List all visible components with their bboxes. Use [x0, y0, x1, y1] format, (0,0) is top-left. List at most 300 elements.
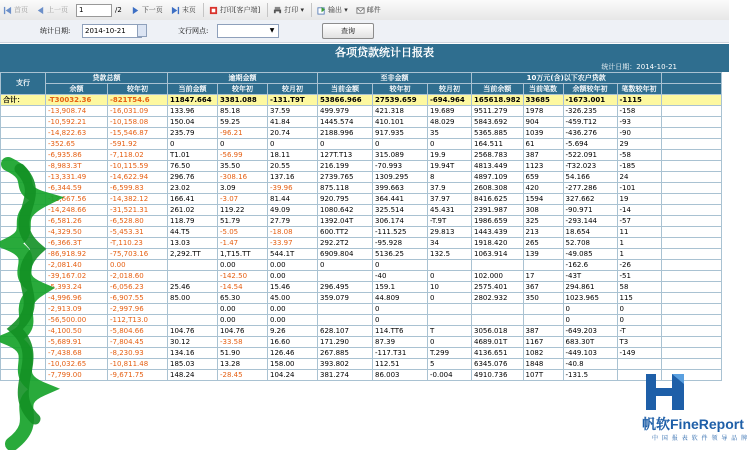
data-cell: 164.511: [472, 139, 524, 150]
data-cell: 306.174: [373, 216, 428, 227]
data-cell: 114.TT6: [373, 326, 428, 337]
data-cell: [661, 304, 721, 315]
data-cell: 1445.574: [318, 117, 373, 128]
data-cell: [661, 161, 721, 172]
data-cell: 0: [617, 315, 661, 326]
data-cell: -13,331.49: [46, 172, 108, 183]
data-cell: 29.813: [428, 227, 472, 238]
logo-slogan-text: 中 国 报 表 软 件 领 导 品 牌: [652, 435, 748, 442]
data-cell: 171.290: [318, 337, 373, 348]
data-cell: -14,382.12: [108, 194, 168, 205]
data-cell: 0: [373, 304, 428, 315]
data-cell: -57: [617, 216, 661, 227]
total-cell: 11847.664: [168, 95, 218, 106]
data-cell: 24: [617, 172, 661, 183]
data-cell: 18.11: [268, 150, 318, 161]
data-cell: [472, 315, 524, 326]
total-row: [1, 95, 722, 106]
data-cell: 308: [523, 205, 563, 216]
chevron-down-icon[interactable]: ▼: [269, 27, 275, 34]
data-cell: -5.694: [563, 139, 617, 150]
data-cell: 104.76: [218, 326, 268, 337]
data-cell: [661, 117, 721, 128]
data-cell: -90: [617, 128, 661, 139]
mail-icon: [356, 6, 365, 15]
data-cell: 104.24: [268, 370, 318, 381]
data-cell: 0.00: [268, 260, 318, 271]
data-cell: -16,031.09: [108, 106, 168, 117]
column-header: 当前金额: [318, 84, 373, 95]
pdf-print-icon: [209, 6, 218, 15]
parameter-panel: [0, 20, 729, 43]
data-cell: -6,599.83: [108, 183, 168, 194]
data-cell: [168, 271, 218, 282]
data-cell: 0: [428, 337, 472, 348]
mail-label: 邮件: [366, 6, 381, 14]
data-cell: 159.1: [373, 282, 428, 293]
data-cell: 367: [523, 282, 563, 293]
data-cell: -15,546.87: [108, 128, 168, 139]
data-cell: 119.22: [218, 205, 268, 216]
data-cell: 1063.914: [472, 249, 524, 260]
data-cell: 9.26: [268, 326, 318, 337]
column-header: 当前余额: [472, 84, 524, 95]
data-cell: -10,592.21: [46, 117, 108, 128]
data-cell: 359.079: [318, 293, 373, 304]
export-menu-button[interactable]: [314, 2, 351, 18]
data-cell: 185.03: [168, 359, 218, 370]
data-cell: 37.97: [428, 194, 472, 205]
data-cell: 17: [523, 271, 563, 282]
data-cell: -7,799.00: [46, 370, 108, 381]
data-cell: -33.58: [218, 337, 268, 348]
column-header: 余额较年初: [563, 84, 617, 95]
last-page-button[interactable]: [168, 2, 199, 18]
data-cell: T1.01: [168, 150, 218, 161]
data-cell: -293.144: [563, 216, 617, 227]
column-header: 较年初: [373, 84, 428, 95]
data-cell: 0.00: [218, 315, 268, 326]
prev-page-button[interactable]: [33, 2, 71, 18]
data-cell: 9511.279: [472, 106, 524, 117]
data-cell: 267.885: [318, 348, 373, 359]
total-cell: 33685: [523, 95, 563, 106]
data-cell: 0: [168, 139, 218, 150]
next-page-label: 下一页: [141, 6, 163, 14]
data-cell: [661, 293, 721, 304]
branch-cell[interactable]: [1, 139, 46, 150]
first-page-button[interactable]: [0, 2, 31, 18]
first-page-label: 首页: [14, 6, 28, 14]
data-cell: 19.689: [428, 106, 472, 117]
data-cell: 102.000: [472, 271, 524, 282]
data-cell: [661, 139, 721, 150]
table-row: [1, 348, 722, 359]
data-cell: -3.07: [218, 194, 268, 205]
data-cell: -26: [617, 260, 661, 271]
data-cell: 917.935: [373, 128, 428, 139]
total-cell: -T30032.36: [46, 95, 108, 106]
data-cell: 52.708: [563, 238, 617, 249]
data-cell: 2608.308: [472, 183, 524, 194]
chevron-down-icon: ▾: [342, 6, 348, 14]
data-cell: 133.96: [168, 106, 218, 117]
next-page-button[interactable]: [128, 2, 166, 18]
data-cell: 35: [428, 128, 472, 139]
data-cell: -6,366.3T: [46, 238, 108, 249]
data-cell: 34: [428, 238, 472, 249]
data-cell: 81.44: [268, 194, 318, 205]
data-cell: [661, 348, 721, 359]
data-cell: -93: [617, 117, 661, 128]
data-cell: 1986.659: [472, 216, 524, 227]
data-cell: [472, 260, 524, 271]
data-cell: 4813.449: [472, 161, 524, 172]
data-cell: [428, 260, 472, 271]
data-cell: 2575.401: [472, 282, 524, 293]
report-title: [0, 44, 729, 62]
data-cell: 327.662: [563, 194, 617, 205]
total-cell: -1115: [617, 95, 661, 106]
data-cell: 1023.965: [563, 293, 617, 304]
data-cell: 37.59: [268, 106, 318, 117]
data-cell: 25.46: [168, 282, 218, 293]
data-cell: T3: [617, 337, 661, 348]
data-cell: 296.495: [318, 282, 373, 293]
print-menu-button[interactable]: [270, 2, 307, 18]
data-cell: 2739.765: [318, 172, 373, 183]
data-cell: 1594: [523, 194, 563, 205]
data-cell: 126.46: [268, 348, 318, 359]
data-cell: -14,822.63: [46, 128, 108, 139]
data-cell: 1: [617, 238, 661, 249]
data-cell: [428, 304, 472, 315]
data-cell: 393.802: [318, 359, 373, 370]
data-cell: -49.085: [563, 249, 617, 260]
data-cell: -2,081.40: [46, 260, 108, 271]
total-cell: 165618.982: [472, 95, 524, 106]
data-cell: -5.05: [218, 227, 268, 238]
query-button[interactable]: 查询: [322, 23, 374, 39]
data-cell: -5,689.91: [46, 337, 108, 348]
data-cell: -2,018.60: [108, 271, 168, 282]
data-cell: -6,344.59: [46, 183, 108, 194]
table-row: [1, 139, 722, 150]
data-cell: T: [428, 326, 472, 337]
data-cell: 13.03: [168, 238, 218, 249]
group-header: [661, 73, 721, 84]
data-cell: 44.T5: [168, 227, 218, 238]
finereport-logo: [638, 366, 748, 448]
group-header: 逾期金额: [168, 73, 318, 84]
data-cell: 0: [617, 304, 661, 315]
data-cell: [661, 315, 721, 326]
data-cell: 294.861: [563, 282, 617, 293]
toolbar-divider: [311, 3, 312, 17]
data-cell: 18.654: [563, 227, 617, 238]
total-cell: 3381.088: [218, 95, 268, 106]
table-row: [1, 359, 722, 370]
table-row: [1, 128, 722, 139]
header-row-groups: [1, 73, 722, 84]
data-cell: -185: [617, 161, 661, 172]
data-cell: -649.203: [563, 326, 617, 337]
table-row: [1, 282, 722, 293]
data-cell: 35.50: [218, 161, 268, 172]
table-row: [1, 271, 722, 282]
data-cell: 420: [523, 183, 563, 194]
data-cell: 0: [563, 315, 617, 326]
data-cell: -14,622.94: [108, 172, 168, 183]
data-cell: 51.79: [218, 216, 268, 227]
table-row: [1, 304, 722, 315]
logo-mark-icon: [644, 370, 686, 412]
data-cell: [661, 260, 721, 271]
data-cell: -43T: [563, 271, 617, 282]
data-cell: 4136.651: [472, 348, 524, 359]
data-cell: 5843.692: [472, 117, 524, 128]
data-cell: 659: [523, 172, 563, 183]
data-cell: [523, 315, 563, 326]
data-cell: -10,032.65: [46, 359, 108, 370]
report-toolbar: [0, 0, 729, 21]
data-cell: -2,997.96: [108, 304, 168, 315]
data-cell: -40: [373, 271, 428, 282]
data-cell: 387: [523, 326, 563, 337]
data-cell: 0: [218, 139, 268, 150]
data-cell: -90.971: [563, 205, 617, 216]
branch-header: 支行: [1, 73, 46, 95]
print-client-button[interactable]: [206, 2, 263, 18]
data-cell: 76.50: [168, 161, 218, 172]
redaction-scribble: [0, 159, 60, 450]
data-cell: 51.90: [218, 348, 268, 359]
table-row: [1, 216, 722, 227]
data-cell: [523, 260, 563, 271]
data-cell: 127T.T13: [318, 150, 373, 161]
data-cell: -8,230.93: [108, 348, 168, 359]
data-cell: [661, 172, 721, 183]
data-cell: -10,158.08: [108, 117, 168, 128]
data-cell: 2568.783: [472, 150, 524, 161]
data-cell: 0.00: [108, 260, 168, 271]
data-cell: 2,292.TT: [168, 249, 218, 260]
table-row: [1, 315, 722, 326]
loan-table: [0, 72, 722, 381]
toolbar-divider: [203, 3, 204, 17]
data-cell: 0: [373, 260, 428, 271]
report-title-text: 各项贷款统计日报表: [335, 46, 434, 59]
data-cell: -131.5: [563, 370, 617, 381]
data-cell: -117.T31: [373, 348, 428, 359]
data-cell: [168, 260, 218, 271]
data-cell: -10,115.59: [108, 161, 168, 172]
data-cell: -31,521.31: [108, 205, 168, 216]
data-cell: 628.107: [318, 326, 373, 337]
data-cell: [661, 326, 721, 337]
data-cell: 2188.996: [318, 128, 373, 139]
data-cell: 8416.625: [472, 194, 524, 205]
data-cell: -142.50: [218, 271, 268, 282]
data-cell: 6909.804: [318, 249, 373, 260]
data-cell: 29: [617, 139, 661, 150]
data-cell: 4897.109: [472, 172, 524, 183]
data-cell: -T32.023: [563, 161, 617, 172]
data-cell: [168, 304, 218, 315]
last-page-icon: [171, 6, 180, 15]
data-cell: 600.TT2: [318, 227, 373, 238]
data-cell: 6345.076: [472, 359, 524, 370]
data-cell: 1123: [523, 161, 563, 172]
data-cell: -75,703.16: [108, 249, 168, 260]
data-cell: 410.101: [373, 117, 428, 128]
print-menu-label: 打印: [284, 6, 299, 14]
group-header: 贷款总额: [46, 73, 168, 84]
data-cell: 65.30: [218, 293, 268, 304]
column-header: 笔数较年初: [617, 84, 661, 95]
page-number-input[interactable]: [76, 4, 112, 17]
data-cell: -101: [617, 183, 661, 194]
data-cell: [318, 304, 373, 315]
data-cell: -T: [617, 326, 661, 337]
column-header: [661, 84, 721, 95]
table-row: [1, 172, 722, 183]
data-cell: -7,438.68: [46, 348, 108, 359]
data-cell: 904: [523, 117, 563, 128]
data-cell: 158.00: [268, 359, 318, 370]
table-row: [1, 370, 722, 381]
table-row: [1, 249, 722, 260]
data-cell: 54.166: [563, 172, 617, 183]
data-cell: 139: [523, 249, 563, 260]
data-cell: 4910.736: [472, 370, 524, 381]
data-cell: 216.199: [318, 161, 373, 172]
data-cell: -7,118.02: [108, 150, 168, 161]
data-cell: 544.1T: [268, 249, 318, 260]
data-cell: [661, 271, 721, 282]
branch-cell[interactable]: [1, 106, 46, 117]
data-cell: 45.00: [268, 293, 318, 304]
data-cell: 315.089: [373, 150, 428, 161]
data-cell: [472, 304, 524, 315]
table-row: [1, 205, 722, 216]
data-cell: 20.55: [268, 161, 318, 172]
group-header: 10万元(含)以下农户贷款: [472, 73, 662, 84]
data-cell: -T,110.23: [108, 238, 168, 249]
data-cell: [661, 194, 721, 205]
data-cell: 10: [428, 282, 472, 293]
data-cell: 2802.932: [472, 293, 524, 304]
data-cell: 499.979: [318, 106, 373, 117]
branch-cell[interactable]: [1, 128, 46, 139]
data-cell: 1,T15.TT: [218, 249, 268, 260]
data-cell: 19.9: [428, 150, 472, 161]
data-cell: 5: [428, 359, 472, 370]
data-cell: 13.28: [218, 359, 268, 370]
data-cell: -5,804.66: [108, 326, 168, 337]
data-cell: -112,T13.0: [108, 315, 168, 326]
data-cell: [523, 304, 563, 315]
data-cell: [318, 271, 373, 282]
data-cell: 44.809: [373, 293, 428, 304]
table-row: [1, 293, 722, 304]
data-cell: -12,667.56: [46, 194, 108, 205]
data-cell: 87.39: [373, 337, 428, 348]
data-cell: -591.92: [108, 139, 168, 150]
data-cell: 148.24: [168, 370, 218, 381]
mail-button[interactable]: [353, 2, 384, 18]
data-cell: -308.16: [218, 172, 268, 183]
data-cell: 115: [617, 293, 661, 304]
data-cell: 296.76: [168, 172, 218, 183]
data-cell: -7,804.45: [108, 337, 168, 348]
data-cell: 8: [428, 172, 472, 183]
data-cell: 0.00: [268, 304, 318, 315]
data-cell: [661, 337, 721, 348]
data-cell: [661, 183, 721, 194]
data-cell: -51: [617, 271, 661, 282]
data-cell: 325: [523, 216, 563, 227]
data-cell: -111.525: [373, 227, 428, 238]
data-cell: 49.09: [268, 205, 318, 216]
data-cell: -14: [617, 205, 661, 216]
data-cell: 213: [523, 227, 563, 238]
next-page-icon: [131, 6, 140, 15]
data-cell: -2,913.09: [46, 304, 108, 315]
data-cell: 683.30T: [563, 337, 617, 348]
data-cell: 3.09: [218, 183, 268, 194]
data-cell: 58: [617, 282, 661, 293]
data-cell: -18.08: [268, 227, 318, 238]
data-cell: -39,167.02: [46, 271, 108, 282]
data-cell: -14,248.66: [46, 205, 108, 216]
data-cell: 325.514: [373, 205, 428, 216]
data-cell: -56,500.00: [46, 315, 108, 326]
data-cell: 48.029: [428, 117, 472, 128]
table-row: [1, 260, 722, 271]
calendar-icon[interactable]: [137, 24, 147, 37]
branch-cell[interactable]: [1, 117, 46, 128]
data-cell: 292.2T2: [318, 238, 373, 249]
data-cell: -6,581.26: [46, 216, 108, 227]
data-cell: 235.79: [168, 128, 218, 139]
data-cell: -13,908.74: [46, 106, 108, 117]
first-page-icon: [3, 6, 12, 15]
prev-page-label: 上一页: [47, 6, 68, 14]
data-cell: 61: [523, 139, 563, 150]
data-cell: 1080.642: [318, 205, 373, 216]
data-cell: 875.118: [318, 183, 373, 194]
data-cell: 137.16: [268, 172, 318, 183]
data-cell: 19.94T: [428, 161, 472, 172]
table-row: [1, 117, 722, 128]
data-cell: [661, 106, 721, 117]
total-cell: -131.T9T: [268, 95, 318, 106]
data-cell: 45.431: [428, 205, 472, 216]
data-cell: -5,393.24: [46, 282, 108, 293]
data-cell: 0: [268, 139, 318, 150]
data-cell: 0: [318, 139, 373, 150]
date-input[interactable]: 2014-10-21: [82, 24, 142, 38]
column-header: 当前金额: [168, 84, 218, 95]
table-row: [1, 106, 722, 117]
data-cell: 1443.439: [472, 227, 524, 238]
table-row: [1, 183, 722, 194]
column-header: 较月初: [428, 84, 472, 95]
data-cell: [168, 315, 218, 326]
data-cell: [661, 227, 721, 238]
data-cell: 4689.01T: [472, 337, 524, 348]
